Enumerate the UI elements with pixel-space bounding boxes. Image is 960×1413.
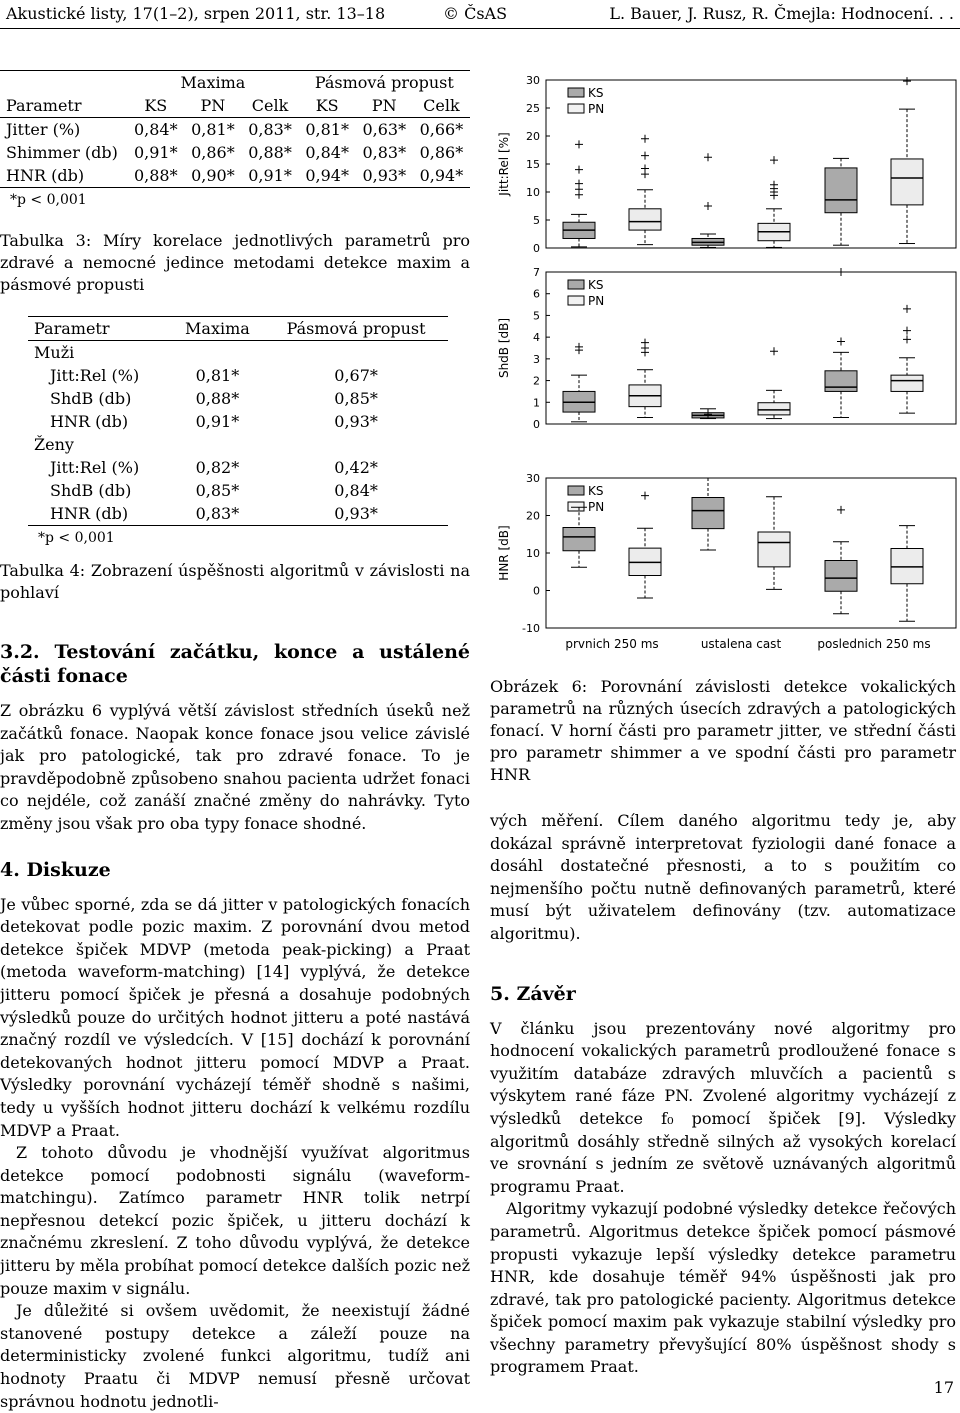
table-cell: 0,83*: [248, 120, 292, 139]
y-tick-label: 1: [533, 396, 540, 410]
table-cell: Jitter (%): [6, 120, 81, 139]
legend-swatch: [568, 296, 584, 305]
header-society: © ČsAS: [443, 4, 508, 23]
table-row: [0, 141, 470, 164]
y-tick-label: 0: [533, 584, 540, 598]
discussion-continuation: vých měření. Cílem daného algoritmu tedy je, aby dokázal správně interpretovat fyziologii dané fonace a dosáhl dostatečné přesnosti, a to s použitím co nejmenšího počtu nutně definovaných parametrů, které musí být uživatelem definovány (tzv. automatizace algoritmu).: [490, 811, 956, 943]
box: [825, 561, 857, 592]
table-group-row: [28, 341, 448, 365]
left-column: [0, 640, 470, 1413]
table-cell: 0,83*: [195, 504, 240, 523]
table-cell: 0,88*: [195, 389, 240, 408]
box: [825, 371, 857, 392]
table4-footnote: *p < 0,001: [38, 529, 115, 546]
table-cell: 0,88*: [133, 166, 178, 185]
table3-col-header: Parametr: [6, 96, 82, 115]
table-row: [28, 502, 448, 526]
table-group-label: Muži: [34, 343, 75, 362]
table3-col-header: PN: [371, 96, 397, 115]
box: [758, 403, 790, 415]
legend-label: KS: [588, 278, 604, 292]
y-tick-label: 3: [533, 352, 540, 366]
table-cell: 0,88*: [248, 143, 292, 162]
header-rule: [0, 28, 960, 29]
legend-swatch: [568, 502, 584, 511]
table4-col-header: Maxima: [185, 319, 250, 338]
figure-6-boxplots: [490, 60, 960, 660]
y-tick-label: 2: [533, 374, 540, 388]
legend-label: KS: [588, 86, 604, 100]
section-5-paragraph: V článku jsou prezentovány nové algoritmy pro hodnocení vokalických parametrů prodloužené fonace s využitím databáze zdravých mluvčích a pacientů s výskytem rané fáze PN. Zvolené algoritmy vycházejí z výsledků detekce f₀ pomocí špiček [9]. Výsledky algoritmů dosáhly středně silných až vysokých korelací ve srovnání s jedním ze světově uznávaných algoritmů programu Praat.: [490, 1018, 956, 1196]
table3-col-header: KS: [315, 96, 339, 115]
table-cell: 0,94*: [305, 166, 349, 185]
box: [891, 159, 923, 205]
table3-col-header: Celk: [251, 96, 289, 115]
table-group-row: [28, 433, 448, 456]
table4-caption: Tabulka 4: Zobrazení úspěšnosti algoritmů v závislosti na pohlaví: [0, 561, 470, 602]
plot-frame: [546, 272, 956, 424]
figure6-caption: Obrázek 6: Porovnání závislosti detekce vokalických parametrů na různých úsecích zdravých a patologických fonací. V horní části pro parametr jitter, ve střední části pro parametr shimmer a ve spodní části pro parametr HNR: [490, 677, 956, 784]
table-group-label: Ženy: [34, 435, 74, 454]
section-4-paragraph: Z tohoto důvodu je vhodnější využívat algoritmus detekce pomocí podobnosti signálu (waveform-matchingu). Zatímco parametr HNR tolik netrpí nepřesnou detekcí pozic špiček, u jitteru dochází k značnému zkreslení. Z toho důvodu vyplývá, že detekce jitteru by měla probíhat pomocí detekce dalších pozic než pouze maxim v signálu.: [0, 1143, 470, 1298]
legend-swatch: [568, 88, 584, 97]
table-row: [28, 479, 448, 502]
y-tick-label: 20: [526, 130, 540, 143]
table-cell: 0,91*: [248, 166, 292, 185]
section-5-title: 5. Závěr: [490, 982, 576, 1005]
y-tick-label: 10: [526, 547, 540, 560]
legend-label: PN: [588, 102, 605, 116]
table-cell: Jitt:Rel (%): [50, 366, 140, 385]
table-cell: ShdB (db): [50, 481, 132, 500]
table-cell: 0,86*: [191, 143, 235, 162]
table-cell: 0,81*: [305, 120, 349, 139]
page-number: 17: [933, 1378, 954, 1397]
section-4-title: 4. Diskuze: [0, 858, 111, 881]
table-cell: 0,67*: [334, 366, 378, 385]
table3-col-header: PN: [200, 96, 226, 115]
x-category-label: poslednich 250 ms: [817, 637, 931, 651]
y-axis-label: ShdB [dB]: [497, 317, 511, 379]
table-cell: HNR (db): [50, 412, 129, 431]
x-category-label: prvnich 250 ms: [565, 637, 659, 651]
table-cell: 0,93*: [362, 166, 407, 185]
table-cell: 0,84*: [305, 143, 349, 162]
y-tick-label: 10: [526, 186, 540, 199]
y-tick-label: -10: [522, 622, 540, 635]
y-tick-label: 30: [526, 74, 540, 87]
table-3: [0, 70, 470, 211]
legend-swatch: [568, 280, 584, 289]
box: [692, 498, 724, 529]
table-cell: 0,85*: [334, 389, 378, 408]
table-cell: 0,63*: [362, 120, 407, 139]
table-cell: 0,93*: [334, 412, 378, 431]
table-cell: 0,90*: [191, 166, 235, 185]
section-3-2-title: 3.2. Testování začátku, konce a ustálené části fonace: [0, 641, 470, 687]
section-3-2-paragraph: Z obrázku 6 vyplývá větší závislost středních úseků než začátků fonace. Naopak konce fonace jsou velice závislé jak pro patologické, tak pro zdravé fonace. To je pravděpodobně způsobeno snahou pacienta udržet fonaci co nejdéle, což zanáší značné změny do nahrávky. Tyto změny jsou však pro oba typy fonace shodné.: [0, 701, 470, 833]
legend-swatch: [568, 104, 584, 113]
table-cell: Jitt:Rel (%): [50, 458, 140, 477]
header-authors: L. Bauer, J. Rusz, R. Čmejla: Hodnocení. . .: [609, 4, 954, 23]
table3-group-bandpass: Pásmová propust: [314, 73, 454, 92]
box: [825, 168, 857, 213]
y-tick-label: 5: [533, 214, 540, 227]
y-tick-label: 6: [533, 287, 540, 301]
table-cell: 0,84*: [334, 481, 378, 500]
table-cell: HNR (db): [50, 504, 129, 523]
table-cell: 0,85*: [195, 481, 240, 500]
table-row: [28, 456, 448, 479]
y-tick-label: 20: [526, 509, 540, 523]
table-cell: ShdB (db): [50, 389, 132, 408]
box: [891, 375, 923, 391]
section-5-paragraph: Algoritmy vykazují podobné výsledky detekce řečových parametrů. Algoritmus detekce špiček pomocí pásmové propusti vykazuje lepší výsledky detekce parametru HNR, kde dosahuje téměř 94% úspěšnosti jak pro zdravé, tak pro patologické pacienty. Algoritmus detekce špiček pomocí maxim pak vykazuje stabilní výsledky pro všechny parametry převyšující 80% úspěšnost shody s programem Praat.: [490, 1199, 956, 1377]
table-cell: 0,91*: [133, 143, 178, 162]
legend-label: PN: [588, 500, 605, 514]
table-cell: 0,83*: [362, 143, 407, 162]
x-category-label: ustalena cast: [700, 637, 782, 651]
table-row: [0, 118, 470, 142]
table3-footnote: *p < 0,001: [10, 191, 87, 208]
header-journal: Akustické listy, 17(1–2), srpen 2011, str. 13–18: [6, 4, 386, 23]
y-tick-label: 4: [533, 331, 540, 345]
table-row: [28, 387, 448, 410]
y-tick-label: 15: [526, 158, 540, 171]
table4-col-header: Pásmová propust: [286, 319, 426, 338]
y-tick-label: 0: [533, 242, 540, 255]
box: [563, 528, 595, 551]
table-cell: Shimmer (db): [6, 143, 118, 162]
y-axis-label: HNR [dB]: [497, 525, 511, 581]
legend-label: PN: [588, 294, 605, 308]
y-tick-label: 0: [533, 418, 540, 431]
table3-col-header: Celk: [423, 96, 460, 115]
box: [629, 209, 661, 230]
table3-group-maxima: Maxima: [180, 73, 246, 92]
table3-caption: Tabulka 3: Míry korelace jednotlivých parametrů pro zdravé a nemocné jedince metodami detekce maxim a pásmové propusti: [0, 231, 470, 294]
right-column: [490, 810, 956, 1379]
section-4-paragraph: Je vůbec sporné, zda se dá jitter v patologických fonacích detekovat podle pozic maxim. Z porovnání dvou metod detekce špiček MDVP (metoda peak-picking) a Praat (metoda waveform-matching) [14] vyplývá, že detekce jitteru pomocí špiček je přesná a dosahuje podobných výsledků pouze do určitých hodnot jitteru a poté nastává značný rozdíl ve výsledcích. V [15] dochází k porovnání detekovaných hodnot jitteru pomocí MDVP a Praat. Výsledky porovnání vycházejí téměř shodně s našimi, tedy u vyšších hodnot jitteru dochází k velkému rozdílu MDVP a Praat.: [0, 894, 470, 1140]
table4-col-header: Parametr: [34, 319, 110, 338]
y-tick-label: 30: [526, 472, 540, 485]
table-cell: 0,94*: [419, 166, 464, 185]
table-cell: 0,93*: [334, 504, 378, 523]
section-4-paragraph: Je důležité si ovšem uvědomit, že neexistují žádné stanovené postupy detekce a záleží pouze na deterministicky zvolené funkci algoritmu, tudíž ani hodnoty Praatu či MDVP nemusí přesně určovat správnou hodnotu jednotli-: [0, 1301, 470, 1411]
table-cell: 0,81*: [191, 120, 235, 139]
table3-col-header: KS: [144, 96, 168, 115]
y-tick-label: 7: [533, 266, 540, 279]
running-header: [6, 4, 954, 28]
legend-label: KS: [588, 484, 604, 498]
table-row: [28, 364, 448, 387]
legend-swatch: [568, 486, 584, 495]
table-cell: 0,91*: [195, 412, 240, 431]
table-row: [0, 164, 470, 188]
table-cell: 0,84*: [133, 120, 178, 139]
table-cell: 0,86*: [419, 143, 464, 162]
table-row: [28, 410, 448, 433]
y-tick-label: 25: [526, 102, 540, 115]
table-4: [28, 316, 448, 549]
table-cell: HNR (db): [6, 166, 85, 185]
table-cell: 0,81*: [195, 366, 240, 385]
table-cell: 0,66*: [419, 120, 464, 139]
y-axis-label: Jitt:Rel [%]: [497, 132, 511, 196]
table-cell: 0,82*: [195, 458, 240, 477]
box: [758, 532, 790, 567]
y-tick-label: 5: [533, 309, 540, 323]
table-cell: 0,42*: [334, 458, 378, 477]
